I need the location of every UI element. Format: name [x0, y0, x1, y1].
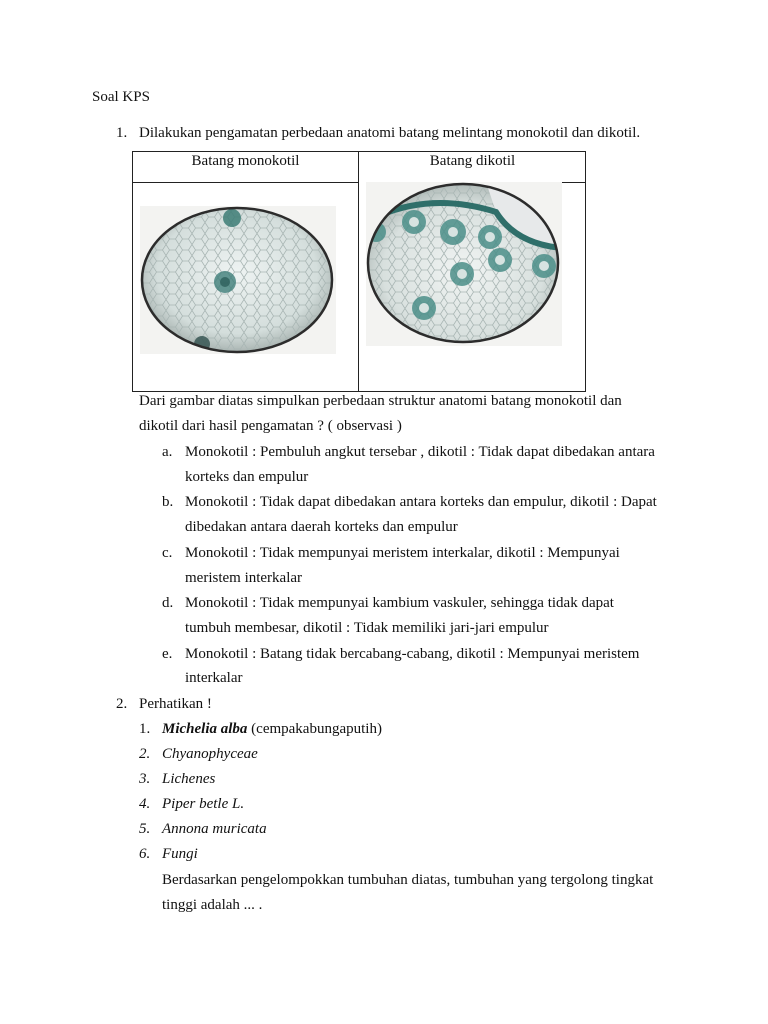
- option-c-line-1: Monokotil : Tidak mempunyai meristem interkalar, dikotil : Mempunyai: [185, 545, 620, 561]
- q2-text: Perhatikan !: [139, 696, 212, 712]
- option-a-letter: a.: [162, 444, 173, 460]
- plant-item-4-number: 4.: [139, 796, 151, 812]
- option-c-letter: c.: [162, 545, 173, 561]
- plant-item-6-number: 6.: [139, 846, 151, 862]
- q2-prompt-line-1: Berdasarkan pengelompokkan tumbuhan diatas, tumbuhan yang tergolong tingkat: [162, 872, 654, 888]
- plant-item-3-number: 3.: [139, 771, 151, 787]
- q2-prompt-line-2: tinggi adalah ... .: [162, 897, 263, 913]
- option-c-line-2: meristem interkalar: [185, 570, 303, 586]
- plant-item-2-number: 2.: [139, 746, 151, 762]
- plant-item-1: [162, 720, 382, 738]
- plant-item-2-name: Chyanophyceae: [162, 746, 258, 762]
- document-title: Soal KPS: [92, 89, 150, 105]
- option-a-line-1: Monokotil : Pembuluh angkut tersebar , dikotil : Tidak dapat dibedakan antara: [185, 444, 655, 460]
- table-header-divider-left: [132, 182, 359, 183]
- option-d-line-1: Monokotil : Tidak mempunyai kambium vaskuler, sehingga tidak dapat: [185, 595, 614, 611]
- option-b-line-1: Monokotil : Tidak dapat dibedakan antara korteks dan empulur, dikotil : Dapat: [185, 494, 657, 510]
- table-header-monocot: Batang monokotil: [191, 153, 300, 169]
- table-header-divider-right: [559, 182, 586, 183]
- plant-item-3-name: Lichenes: [162, 771, 216, 787]
- dicot-stem-micrograph: [366, 182, 562, 351]
- option-e-line-2: interkalar: [185, 670, 243, 686]
- plant-item-5-number: 5.: [139, 821, 151, 837]
- table-column-divider: [358, 151, 359, 392]
- option-a-line-2: korteks dan empulur: [185, 469, 309, 485]
- q2-number: 2.: [116, 696, 128, 712]
- option-e-letter: e.: [162, 646, 173, 662]
- plant-item-5-name: Annona muricata: [162, 821, 267, 837]
- q1-number: 1.: [116, 125, 128, 141]
- plant-item-6-name: Fungi: [162, 846, 198, 862]
- q1-text: Dilakukan pengamatan perbedaan anatomi batang melintang monokotil dan dikotil.: [139, 125, 641, 141]
- plant-item-1-number: 1.: [139, 721, 151, 737]
- monocot-stem-micrograph: [140, 206, 336, 359]
- plant-item-4-name: Piper betle L.: [162, 796, 245, 812]
- table-header-dicot: Batang dikotil: [429, 153, 516, 169]
- plant-item-1-name: Michelia alba: [162, 721, 248, 737]
- q1-prompt-line-1: Dari gambar diatas simpulkan perbedaan struktur anatomi batang monokotil dan: [139, 393, 622, 409]
- option-d-letter: d.: [162, 595, 174, 611]
- option-d-line-2: tumbuh membesar, dikotil : Tidak memiliki jari-jari empulur: [185, 620, 549, 636]
- option-b-letter: b.: [162, 494, 174, 510]
- option-b-line-2: dibedakan antara daerah korteks dan empulur: [185, 519, 458, 535]
- option-e-line-1: Monokotil : Batang tidak bercabang-cabang, dikotil : Mempunyai meristem: [185, 646, 640, 662]
- plant-item-1-extra: (cempakabungaputih): [247, 721, 382, 737]
- q1-prompt-line-2: dikotil dari hasil pengamatan ? ( observasi ): [139, 418, 402, 434]
